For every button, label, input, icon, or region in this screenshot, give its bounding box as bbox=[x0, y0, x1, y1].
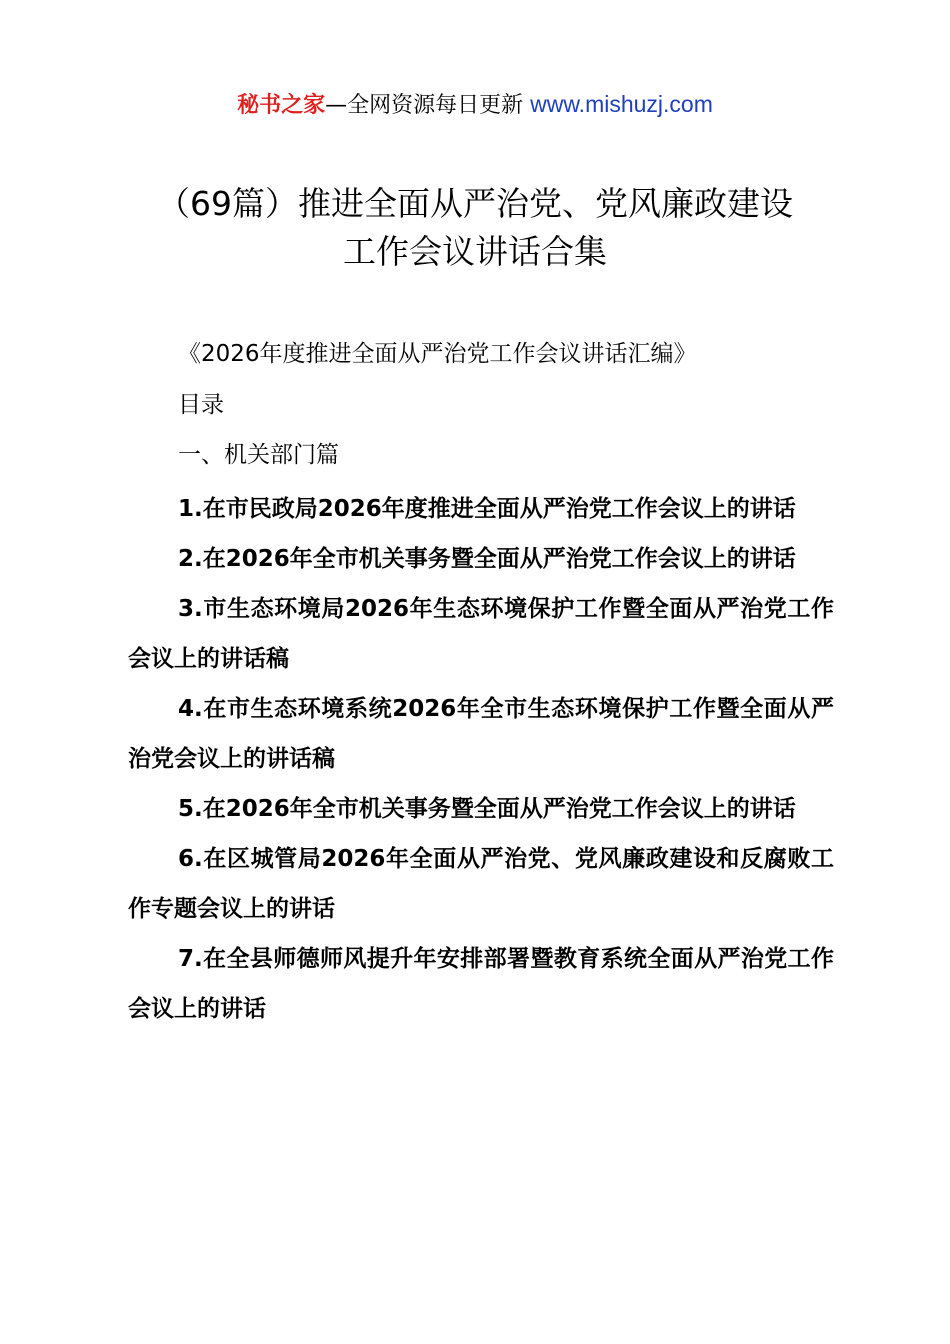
toc-item: 6.在区城管局2026年全面从严治党、党风廉政建设和反腐败工作专题会议上的讲话 bbox=[128, 846, 834, 922]
toc-item: 7.在全县师德师风提升年安排部署暨教育系统全面从严治党工作会议上的讲话 bbox=[128, 946, 834, 1022]
title-line-2: 工作会议讲话合集 bbox=[343, 232, 607, 271]
site-header bbox=[0, 88, 950, 122]
document-title bbox=[110, 180, 840, 276]
collection-subtitle: 《2026年度推进全面从严治党工作会议讲话汇编》 bbox=[178, 341, 697, 367]
toc-heading: 目录 bbox=[178, 392, 224, 418]
toc-item: 3.市生态环境局2026年生态环境保护工作暨全面从严治党工作会议上的讲话稿 bbox=[128, 596, 834, 672]
section-heading: 一、机关部门篇 bbox=[178, 442, 339, 468]
toc-list bbox=[128, 484, 834, 1034]
brand-name: 秘书之家 bbox=[237, 93, 326, 118]
toc-item: 4.在市生态环境系统2026年全市生态环境保护工作暨全面从严治党会议上的讲话稿 bbox=[128, 696, 834, 772]
toc-item: 1.在市民政局2026年度推进全面从严治党工作会议上的讲话 bbox=[178, 496, 796, 522]
site-url-link[interactable]: www.mishuzj.com bbox=[530, 91, 713, 117]
toc-item: 5.在2026年全市机关事务暨全面从严治党工作会议上的讲话 bbox=[178, 796, 796, 822]
title-line-1: （69篇）推进全面从严治党、党风廉政建设 bbox=[157, 184, 793, 223]
toc-item: 2.在2026年全市机关事务暨全面从严治党工作会议上的讲话 bbox=[178, 546, 796, 572]
header-tagline: —全网资源每日更新 bbox=[325, 93, 531, 118]
